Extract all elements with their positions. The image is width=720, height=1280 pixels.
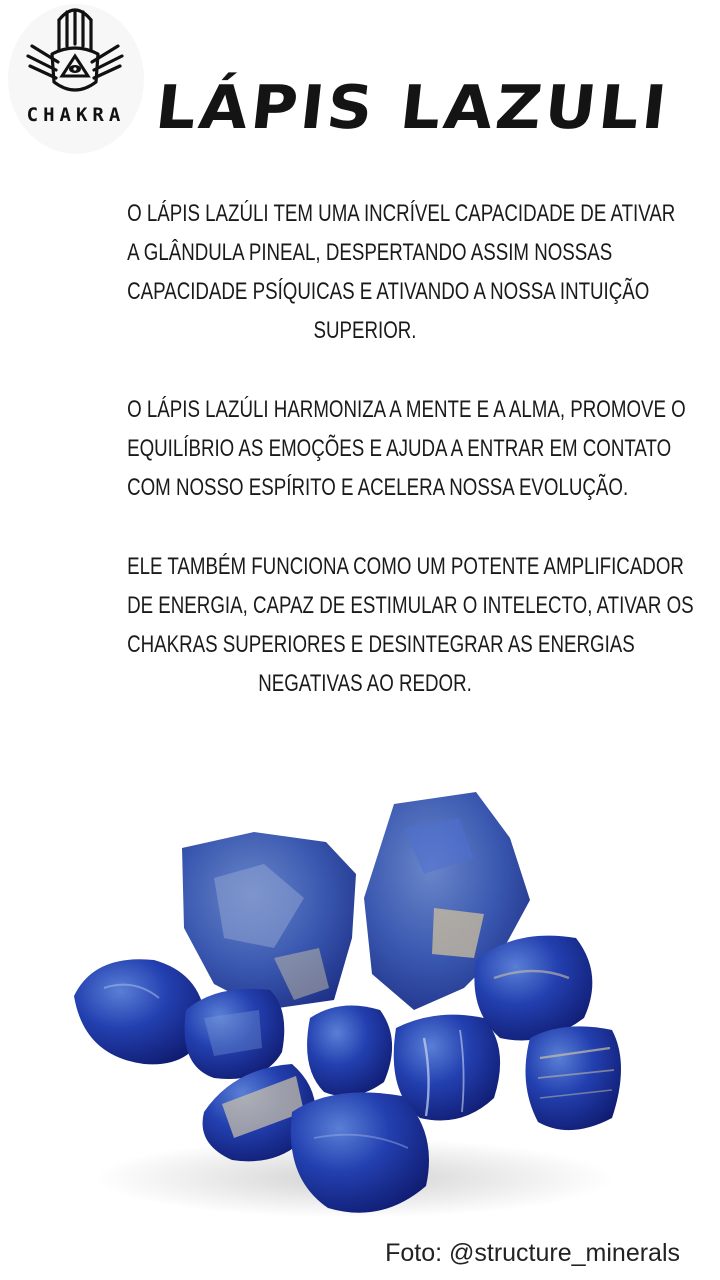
- text-line: EQUILÍBRIO AS EMOÇÕES E AJUDA A ENTRAR EM CONTATO: [127, 435, 672, 462]
- description-text: [60, 194, 694, 743]
- paragraph-harmony: [127, 390, 686, 507]
- text-line: O LÁPIS LAZÚLI HARMONIZA A MENTE E A ALMA, PROMOVE O: [127, 396, 686, 423]
- text-line: A GLÂNDULA PINEAL, DESPERTANDO ASSIM NOSSAS: [127, 239, 613, 266]
- text-line: O LÁPIS LAZÚLI TEM UMA INCRÍVEL CAPACIDADE DE ATIVAR: [127, 200, 676, 227]
- text-line: CAPACIDADE PSÍQUICAS E ATIVANDO A NOSSA INTUIÇÃO: [127, 278, 650, 305]
- lapis-lazuli-stones-photo: [64, 778, 644, 1240]
- chakra-hand-icon: [20, 8, 130, 103]
- page-title: LÁPIS LAZULI: [152, 73, 673, 143]
- photo-credit: Foto: @structure_minerals: [385, 1239, 680, 1267]
- text-line: COM NOSSO ESPÍRITO E ACELERA NOSSA EVOLUÇÃO.: [127, 474, 629, 501]
- text-line: ELE TAMBÉM FUNCIONA COMO UM POTENTE AMPLIFICADOR: [127, 553, 684, 580]
- text-line: SUPERIOR.: [313, 317, 417, 344]
- logo-text: CHAKRA: [26, 104, 126, 126]
- text-line: NEGATIVAS AO REDOR.: [258, 670, 472, 697]
- chakra-logo: [0, 0, 150, 160]
- paragraph-pineal-gland: [127, 194, 676, 350]
- text-line: CHAKRAS SUPERIORES E DESINTEGRAR AS ENERGIAS: [127, 631, 635, 658]
- paragraph-energy-amplifier: [127, 547, 694, 703]
- text-line: DE ENERGIA, CAPAZ DE ESTIMULAR O INTELECTO, ATIVAR OS: [127, 592, 694, 619]
